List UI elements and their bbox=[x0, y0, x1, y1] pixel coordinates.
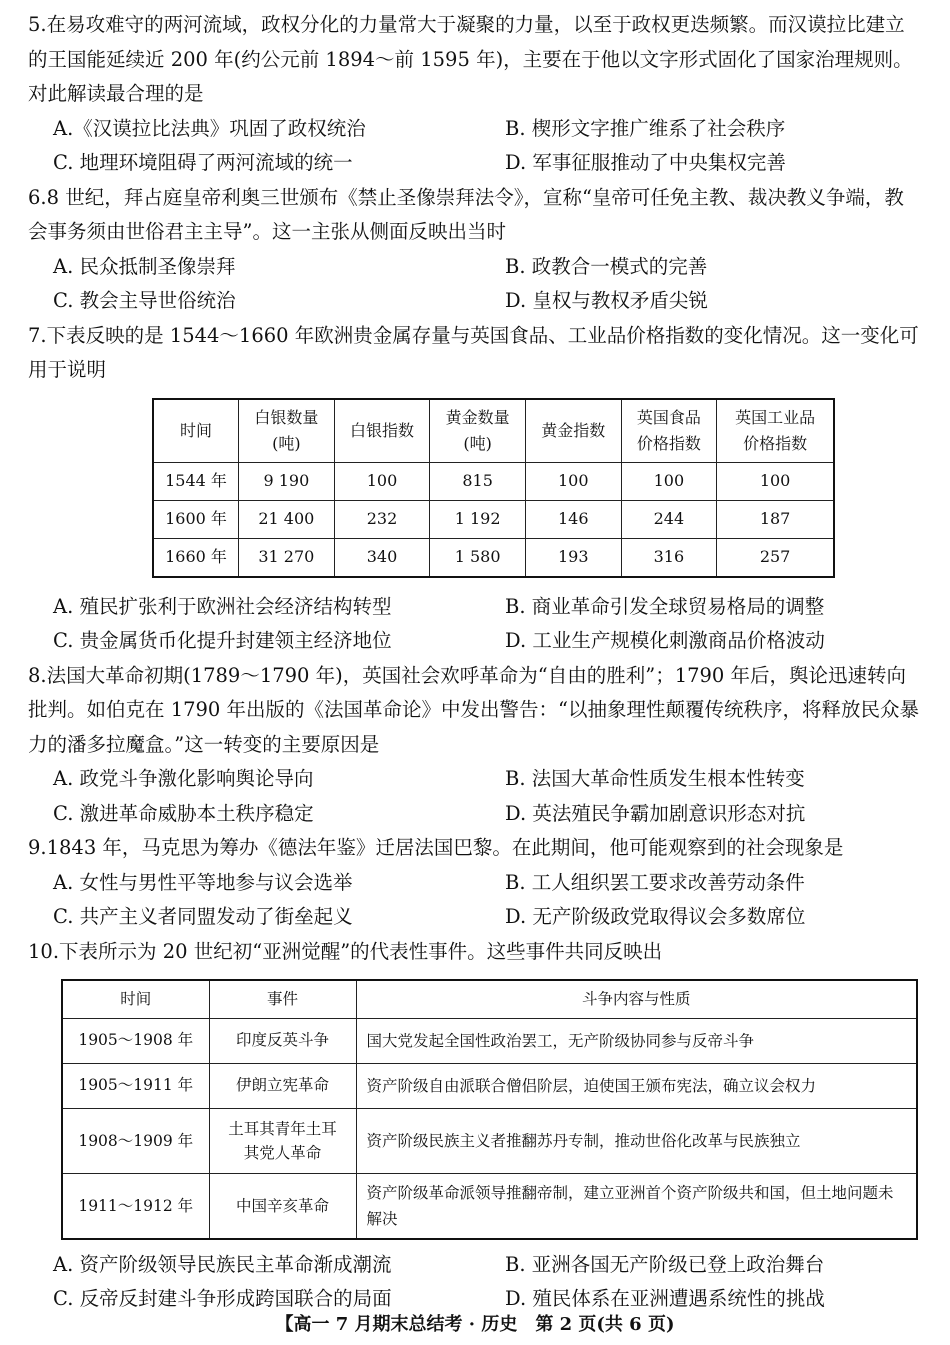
table-cell: 244 bbox=[621, 500, 717, 538]
option-a: A. 殖民扩张利于欧洲社会经济结构转型 bbox=[53, 594, 392, 618]
header-label: 时间 bbox=[180, 420, 213, 440]
option-a: A. 女性与男性平等地参与议会选举 bbox=[53, 870, 353, 894]
table-cell: 21 400 bbox=[239, 500, 335, 538]
column-header bbox=[621, 399, 717, 463]
table-cell: 146 bbox=[525, 500, 621, 538]
table-cell: 土耳其青年土耳其党人革命 bbox=[209, 1108, 356, 1173]
table-cell: 印度反英斗争 bbox=[209, 1018, 356, 1063]
table-row bbox=[153, 538, 834, 577]
table-cell: 9 190 bbox=[239, 462, 335, 500]
header-label: 白银数量 (吨) bbox=[254, 407, 319, 453]
header-label: 英国食品 价格指数 bbox=[636, 407, 701, 453]
table-cell: 伊朗立宪革命 bbox=[209, 1063, 356, 1108]
answer-options bbox=[28, 762, 920, 831]
option-a: A. 政党斗争激化影响舆论导向 bbox=[53, 767, 314, 790]
table-cell: 资产阶级自由派联合僧侣阶层，迫使国王颁布宪法，确立议会权力 bbox=[356, 1063, 917, 1108]
table-cell: 1 192 bbox=[430, 500, 526, 538]
table-cell: 232 bbox=[334, 500, 430, 538]
table-header-row bbox=[62, 980, 917, 1018]
table-cell: 1544 年 bbox=[153, 462, 239, 500]
option-d: D. 工业生产规模化刺激商品价格波动 bbox=[505, 629, 825, 652]
table-cell: 1905～1908 年 bbox=[62, 1018, 209, 1063]
column-header: 事件 bbox=[209, 980, 356, 1018]
header-label: 黄金指数 bbox=[541, 420, 606, 440]
question-stem: 5.在易攻难守的两河流域，政权分化的力量常大于凝聚的力量，以至于政权更迭频繁。而汉谟拉比建立的王国能延续近 200 年(约公元前 1894～前 1595 年)，主要在于他以文字形式固化了国家治理规则。对此解读最合理的是 bbox=[28, 13, 913, 105]
column-header: 斗争内容与性质 bbox=[356, 980, 917, 1018]
option-d: D. 英法殖民争霸加剧意识形态对抗 bbox=[505, 801, 806, 825]
question-8 bbox=[28, 659, 920, 832]
option-b: B. 商业革命引发全球贸易格局的调整 bbox=[505, 594, 825, 618]
column-header bbox=[430, 399, 526, 463]
question-stem: 10.下表所示为 20 世纪初“亚洲觉醒”的代表性事件。这些事件共同反映出 bbox=[28, 939, 663, 963]
option-d: D. 殖民体系在亚洲遭遇系统性的挑战 bbox=[505, 1287, 825, 1310]
question-stem: 7.下表反映的是 1544～1660 年欧洲贵金属存量与英国食品、工业品价格指数的变化情况。这一变化可用于说明 bbox=[28, 323, 919, 381]
table-cell: 100 bbox=[621, 462, 717, 500]
column-header bbox=[153, 399, 239, 463]
table-cell: 1911～1912 年 bbox=[62, 1173, 209, 1239]
column-header bbox=[334, 399, 430, 463]
option-d: D. 无产阶级政党取得议会多数席位 bbox=[505, 905, 806, 928]
table-cell: 257 bbox=[717, 538, 834, 577]
table-row bbox=[62, 1018, 917, 1063]
table-row bbox=[62, 1063, 917, 1108]
table-cell: 100 bbox=[334, 462, 430, 500]
option-c: C. 地理环境阻碍了两河流域的统一 bbox=[53, 151, 353, 174]
column-header: 时间 bbox=[62, 980, 209, 1018]
table-cell: 1905～1911 年 bbox=[62, 1063, 209, 1108]
table-row bbox=[62, 1108, 917, 1173]
answer-options bbox=[28, 1248, 920, 1317]
question-9 bbox=[28, 831, 920, 935]
exam-page bbox=[28, 8, 920, 1317]
answer-options bbox=[28, 866, 920, 935]
option-a: A. 资产阶级领导民族民主革命渐成潮流 bbox=[53, 1252, 392, 1276]
option-c: C. 反帝反封建斗争形成跨国联合的局面 bbox=[53, 1287, 392, 1310]
table-cell: 100 bbox=[717, 462, 834, 500]
header-label: 白银指数 bbox=[349, 420, 414, 440]
column-header bbox=[717, 399, 834, 463]
column-header bbox=[525, 399, 621, 463]
question-stem: 8.法国大革命初期(1789～1790 年)，英国社会欢呼革命为“自由的胜利”；1790 年后，舆论迅速转向批判。如伯克在 1790 年出版的《法国革命论》中发出警告：“以抽象理性颠覆传统秩序，将释放民众暴力的潘多拉魔盒。”这一转变的主要原因是 bbox=[28, 663, 919, 756]
question-6 bbox=[28, 181, 920, 319]
table-cell: 100 bbox=[525, 462, 621, 500]
table-cell: 316 bbox=[621, 538, 717, 577]
option-c: C. 教会主导世俗统治 bbox=[53, 289, 236, 312]
option-b: B. 楔形文字推广维系了社会秩序 bbox=[505, 116, 786, 140]
table-cell: 1 580 bbox=[430, 538, 526, 577]
table-cell: 资产阶级革命派领导推翻帝制，建立亚洲首个资产阶级共和国，但土地问题未解决 bbox=[356, 1173, 917, 1239]
table-cell: 193 bbox=[525, 538, 621, 577]
option-b: B. 政教合一模式的完善 bbox=[505, 254, 708, 278]
option-b: B. 法国大革命性质发生根本性转变 bbox=[505, 767, 805, 790]
option-a: A.《汉谟拉比法典》巩固了政权统治 bbox=[53, 116, 366, 140]
table-cell: 1908～1909 年 bbox=[62, 1108, 209, 1173]
option-d: D. 皇权与教权矛盾尖锐 bbox=[505, 289, 708, 312]
table-row bbox=[62, 1173, 917, 1239]
table-header-row bbox=[153, 399, 834, 463]
header-label: 英国工业品 价格指数 bbox=[735, 407, 816, 453]
option-a: A. 民众抵制圣像崇拜 bbox=[53, 254, 236, 278]
answer-options bbox=[28, 112, 920, 181]
precious-metal-table bbox=[152, 398, 835, 578]
table-cell: 187 bbox=[717, 500, 834, 538]
option-b: B. 工人组织罢工要求改善劳动条件 bbox=[505, 870, 805, 894]
option-c: C. 贵金属货币化提升封建领主经济地位 bbox=[53, 629, 392, 652]
option-c: C. 激进革命威胁本土秩序稳定 bbox=[53, 801, 314, 825]
option-d: D. 军事征服推动了中央集权完善 bbox=[505, 151, 786, 174]
option-c: C. 共产主义者同盟发动了街垒起义 bbox=[53, 905, 353, 928]
page-footer: 【高一 7 月期末总结考 · 历史 第 2 页(共 6 页) bbox=[275, 1314, 675, 1335]
table-row bbox=[153, 462, 834, 500]
table-cell: 815 bbox=[430, 462, 526, 500]
header-label: 黄金数量 (吨) bbox=[445, 407, 510, 453]
answer-options bbox=[28, 250, 920, 319]
question-7 bbox=[28, 319, 920, 659]
table-cell: 1660 年 bbox=[153, 538, 239, 577]
table-cell: 中国辛亥革命 bbox=[209, 1173, 356, 1239]
table-cell: 1600 年 bbox=[153, 500, 239, 538]
table-cell: 340 bbox=[334, 538, 430, 577]
question-stem: 9.1843 年，马克思为筹办《德法年鉴》迁居法国巴黎。在此期间，他可能观察到的社会现象是 bbox=[28, 836, 844, 859]
table-row bbox=[153, 500, 834, 538]
column-header bbox=[239, 399, 335, 463]
table-cell: 31 270 bbox=[239, 538, 335, 577]
table-cell: 资产阶级民族主义者推翻苏丹专制，推动世俗化改革与民族独立 bbox=[356, 1108, 917, 1173]
asia-awakening-table bbox=[61, 979, 918, 1240]
question-10 bbox=[28, 935, 920, 1317]
answer-options bbox=[28, 590, 920, 659]
table-cell: 国大党发起全国性政治罢工，无产阶级协同参与反帝斗争 bbox=[356, 1018, 917, 1063]
option-b: B. 亚洲各国无产阶级已登上政治舞台 bbox=[505, 1252, 825, 1276]
question-5 bbox=[28, 8, 920, 181]
question-stem: 6.8 世纪，拜占庭皇帝利奥三世颁布《禁止圣像崇拜法令》，宣称“皇帝可任免主教、裁决教义争端，教会事务须由世俗君主主导”。这一主张从侧面反映出当时 bbox=[28, 185, 904, 243]
